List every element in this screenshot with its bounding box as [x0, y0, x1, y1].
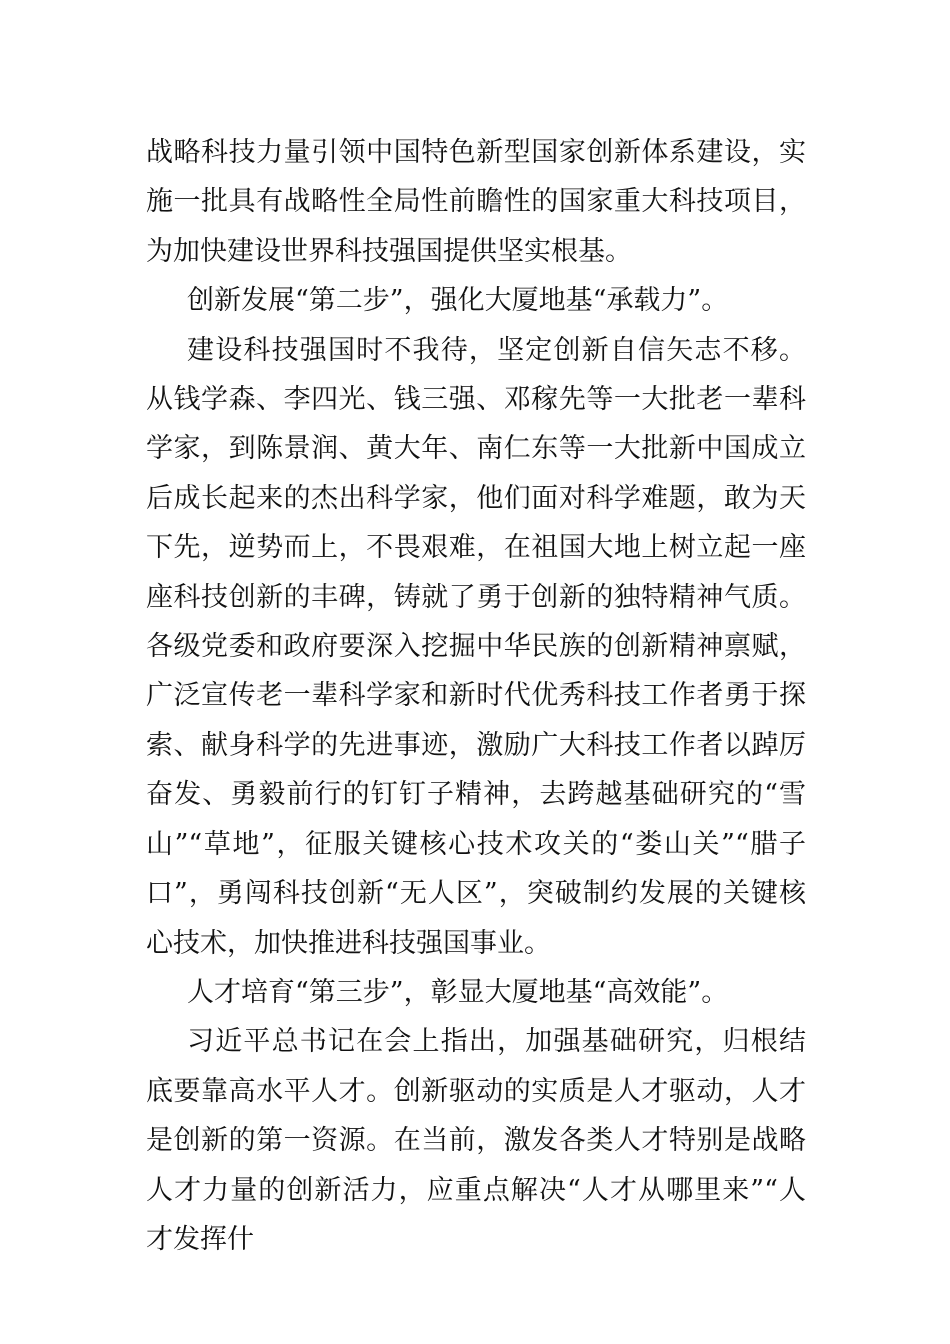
section-heading-third-step: 人才培育“第三步”，彰显大厦地基“高效能”。 — [187, 976, 729, 1008]
paragraph-innovation-confidence: 建设科技强国时不我待，坚定创新自信矢志不移。从钱学森、李四光、钱三强、邓稼先等一大批老一辈科学家，到陈景润、黄大年、南仁东等一大批新中国成立后成长起来的杰出科学家，他们面对科学难题，敢为天下先，逆势而上，不畏艰难，在祖国大地上树立起一座座科技创新的丰碑，铸就了勇于创新的独特精神气质。各级党委和政府要深入挖掘中华民族的创新精神禀赋，广泛宣传老一辈科学家和新时代优秀科技工作者勇于探索、献身科学的先进事迹，激励广大科技工作者以踔厉奋发、勇毅前行的钉钉子精神，去跨越基础研究的“雪山”“草地”，征服关键核心技术攻关的“娄山关”“腊子口”，勇闯科技创新“无人区”，突破制约发展的关键核心技术，加快推进科技强国事业。 — [146, 334, 806, 959]
document-body — [146, 128, 806, 1264]
section-heading-second-step: 创新发展“第二步”，强化大厦地基“承载力”。 — [187, 285, 729, 317]
paragraph-talent-cultivation: 习近平总书记在会上指出，加强基础研究，归根结底要靠高水平人才。创新驱动的实质是人才驱动，人才是创新的第一资源。在当前，激发各类人才特别是战略人才力量的创新活力，应重点解决“人才从哪里来”“人才发挥什 — [146, 1026, 806, 1255]
paragraph-continued: 战略科技力量引领中国特色新型国家创新体系建设，实施一批具有战略性全局性前瞻性的国家重大科技项目，为加快建设世界科技强国提供坚实根基。 — [146, 137, 806, 267]
